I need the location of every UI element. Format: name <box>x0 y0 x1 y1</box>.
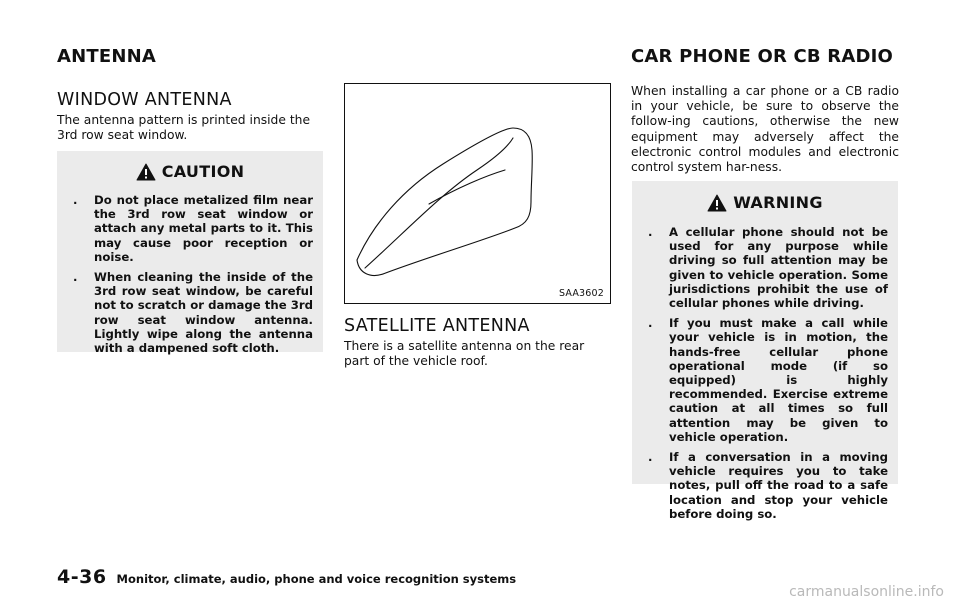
satellite-antenna-illustration <box>345 84 610 303</box>
bullet-marker: . <box>73 270 78 285</box>
antenna-figure <box>344 83 611 304</box>
window-antenna-text: The antenna pattern is printed inside the 3rd row seat window. <box>57 113 311 143</box>
caution-title: CAUTION <box>161 162 245 181</box>
watermark-text: carmanualsonline.info <box>789 584 944 600</box>
page-footer <box>57 566 516 588</box>
warning-title: WARNING <box>733 193 823 212</box>
warning-item <box>640 316 888 444</box>
bullet-marker: . <box>73 193 78 207</box>
car-phone-intro: When installing a car phone or a CB radio in your vehicle, be sure to observe the follow-ing cautions, otherwise the new equipment may adversely affect the electronic control modules and electronic control system har-ness. <box>631 84 899 175</box>
page-number: 4-36 <box>57 566 107 588</box>
caution-list <box>65 193 313 355</box>
caution-item <box>65 270 313 355</box>
caution-item <box>65 193 313 264</box>
caution-header <box>57 162 323 181</box>
caution-item-text: Do not place metalized film near the 3rd row seat window or attach any metal parts to it. This may cause poor reception or noise. <box>94 193 313 264</box>
heading-window-antenna: WINDOW ANTENNA <box>57 90 232 110</box>
warning-triangle-icon <box>707 194 727 212</box>
warning-triangle-icon <box>136 163 156 181</box>
warning-item-text: A cellular phone should not be used for any purpose while driving so full attention may be given to vehicle operation. Some jurisdictions prohibit the use of cellular phones while driving. <box>669 225 888 311</box>
caution-box <box>57 151 323 356</box>
warning-item <box>640 225 888 310</box>
satellite-antenna-text: There is a satellite antenna on the rear part of the vehicle roof. <box>344 339 585 369</box>
chapter-title: Monitor, climate, audio, phone and voice recognition systems <box>116 572 517 586</box>
warning-item-text: If a conversation in a moving vehicle requires you to take notes, pull off the road to a safe location and stop your vehicle before doing so. <box>669 450 888 521</box>
heading-satellite-antenna: SATELLITE ANTENNA <box>344 316 530 336</box>
section-title-antenna: ANTENNA <box>57 46 157 67</box>
bullet-marker: . <box>648 450 653 465</box>
figure-code: SAA3602 <box>558 288 604 299</box>
bullet-marker: . <box>648 225 653 239</box>
warning-header <box>632 193 898 212</box>
warning-item <box>640 450 888 521</box>
warning-list <box>640 225 888 521</box>
bullet-marker: . <box>648 316 653 331</box>
warning-item-text: If you must make a call while your vehicle is in motion, the hands-free cellular phone operational mode (if so equipped) is highly recommended. Exercise extreme caution at all times so full attention may be given to vehicle operation. <box>669 316 888 444</box>
warning-box <box>632 181 898 521</box>
caution-item-text: When cleaning the inside of the 3rd row seat window, be careful not to scratch or damage the 3rd row seat window antenna. Lightly wipe along the antenna with a dampened soft cloth. <box>94 270 313 356</box>
section-title-car-phone: CAR PHONE OR CB RADIO <box>631 46 894 67</box>
